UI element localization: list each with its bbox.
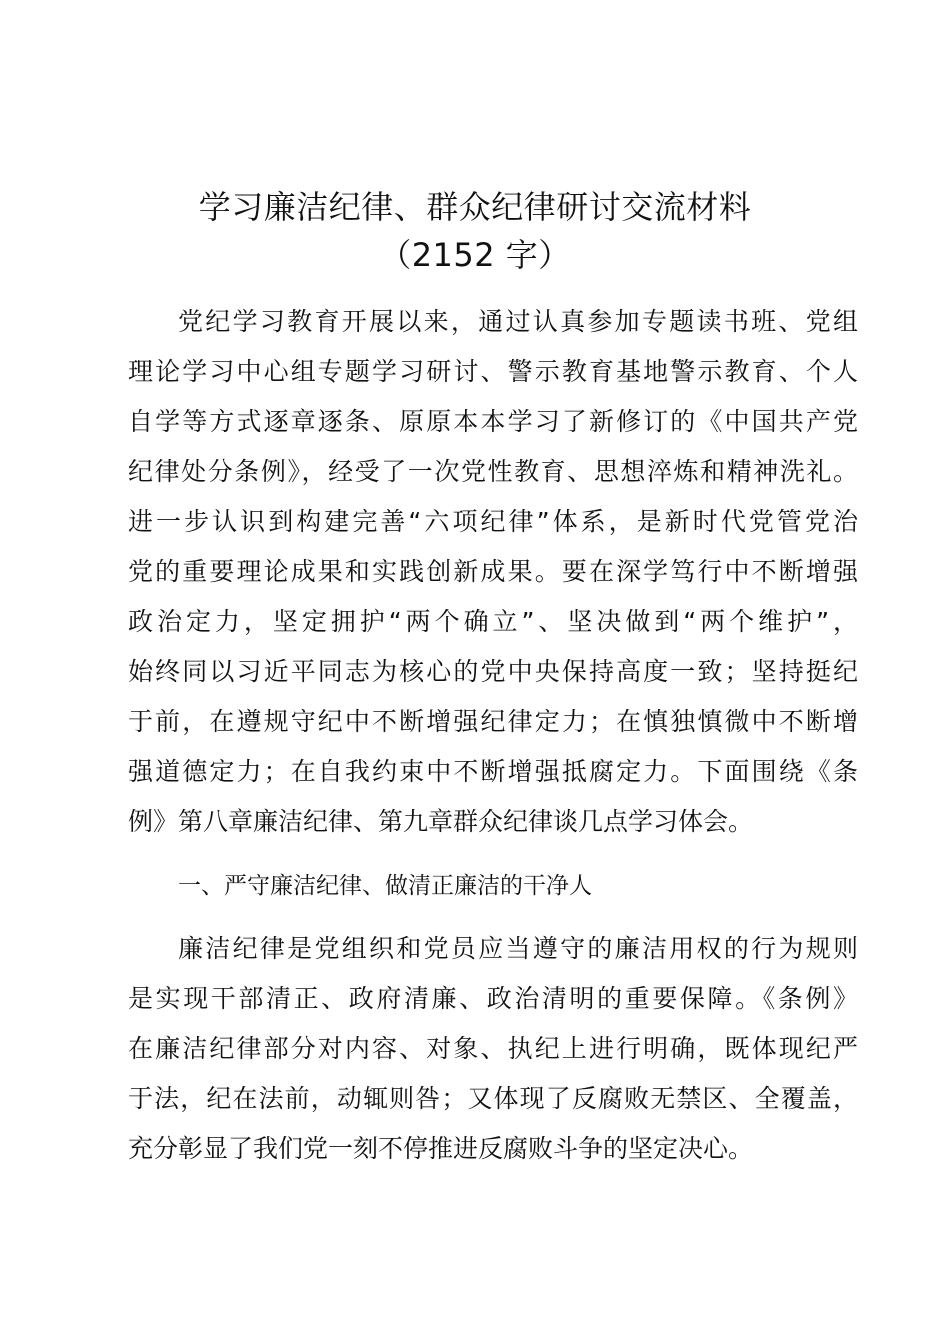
document-title: 学习廉洁纪律、群众纪律研讨交流材料 <box>198 188 752 226</box>
paragraph-line: 党的重要理论成果和实践创新成果。要在深学笃行中不断增强 <box>128 557 858 586</box>
paragraph-line: 强道德定力；在自我约束中不断增强抵腐定力。下面围绕《条 <box>128 757 858 786</box>
section-heading: 一、严守廉洁纪律、做清正廉洁的干净人 <box>178 873 592 899</box>
paragraph-line: 始终同以习近平同志为核心的党中央保持高度一致；坚持挺纪 <box>128 657 858 686</box>
paragraph-line: 政治定力，坚定拥护“两个确立”、坚决做到“两个维护”， <box>128 607 858 636</box>
paragraph-line: 进一步认识到构建完善“六项纪律”体系，是新时代党管党治 <box>128 507 858 536</box>
paragraph-line: 于前，在遵规守纪中不断增强纪律定力；在慎独慎微中不断增 <box>128 707 858 736</box>
document-word-count: （2152 字） <box>379 236 571 274</box>
paragraph-line: 于法，纪在法前，动辄则咎；又体现了反腐败无禁区、全覆盖， <box>128 1084 858 1113</box>
paragraph-line: 充分彰显了我们党一刻不停推进反腐败斗争的坚定决心。 <box>128 1134 754 1163</box>
paragraph-line: 在廉洁纪律部分对内容、对象、执纪上进行明确，既体现纪严 <box>128 1034 858 1063</box>
paragraph-line: 自学等方式逐章逐条、原原本本学习了新修订的《中国共产党 <box>128 407 858 436</box>
paragraph-line: 是实现干部清正、政府清廉、政治清明的重要保障。《条例》 <box>128 984 858 1013</box>
paragraph-line: 理论学习中心组专题学习研讨、警示教育基地警示教育、个人 <box>128 357 858 386</box>
paragraph-line: 例》第八章廉洁纪律、第九章群众纪律谈几点学习体会。 <box>128 807 754 836</box>
paragraph-line: 纪律处分条例》，经受了一次党性教育、思想淬炼和精神洗礼。 <box>128 457 858 486</box>
paragraph-line: 廉洁纪律是党组织和党员应当遵守的廉洁用权的行为规则 <box>178 934 858 963</box>
paragraph-line: 党纪学习教育开展以来，通过认真参加专题读书班、党组 <box>178 307 858 336</box>
